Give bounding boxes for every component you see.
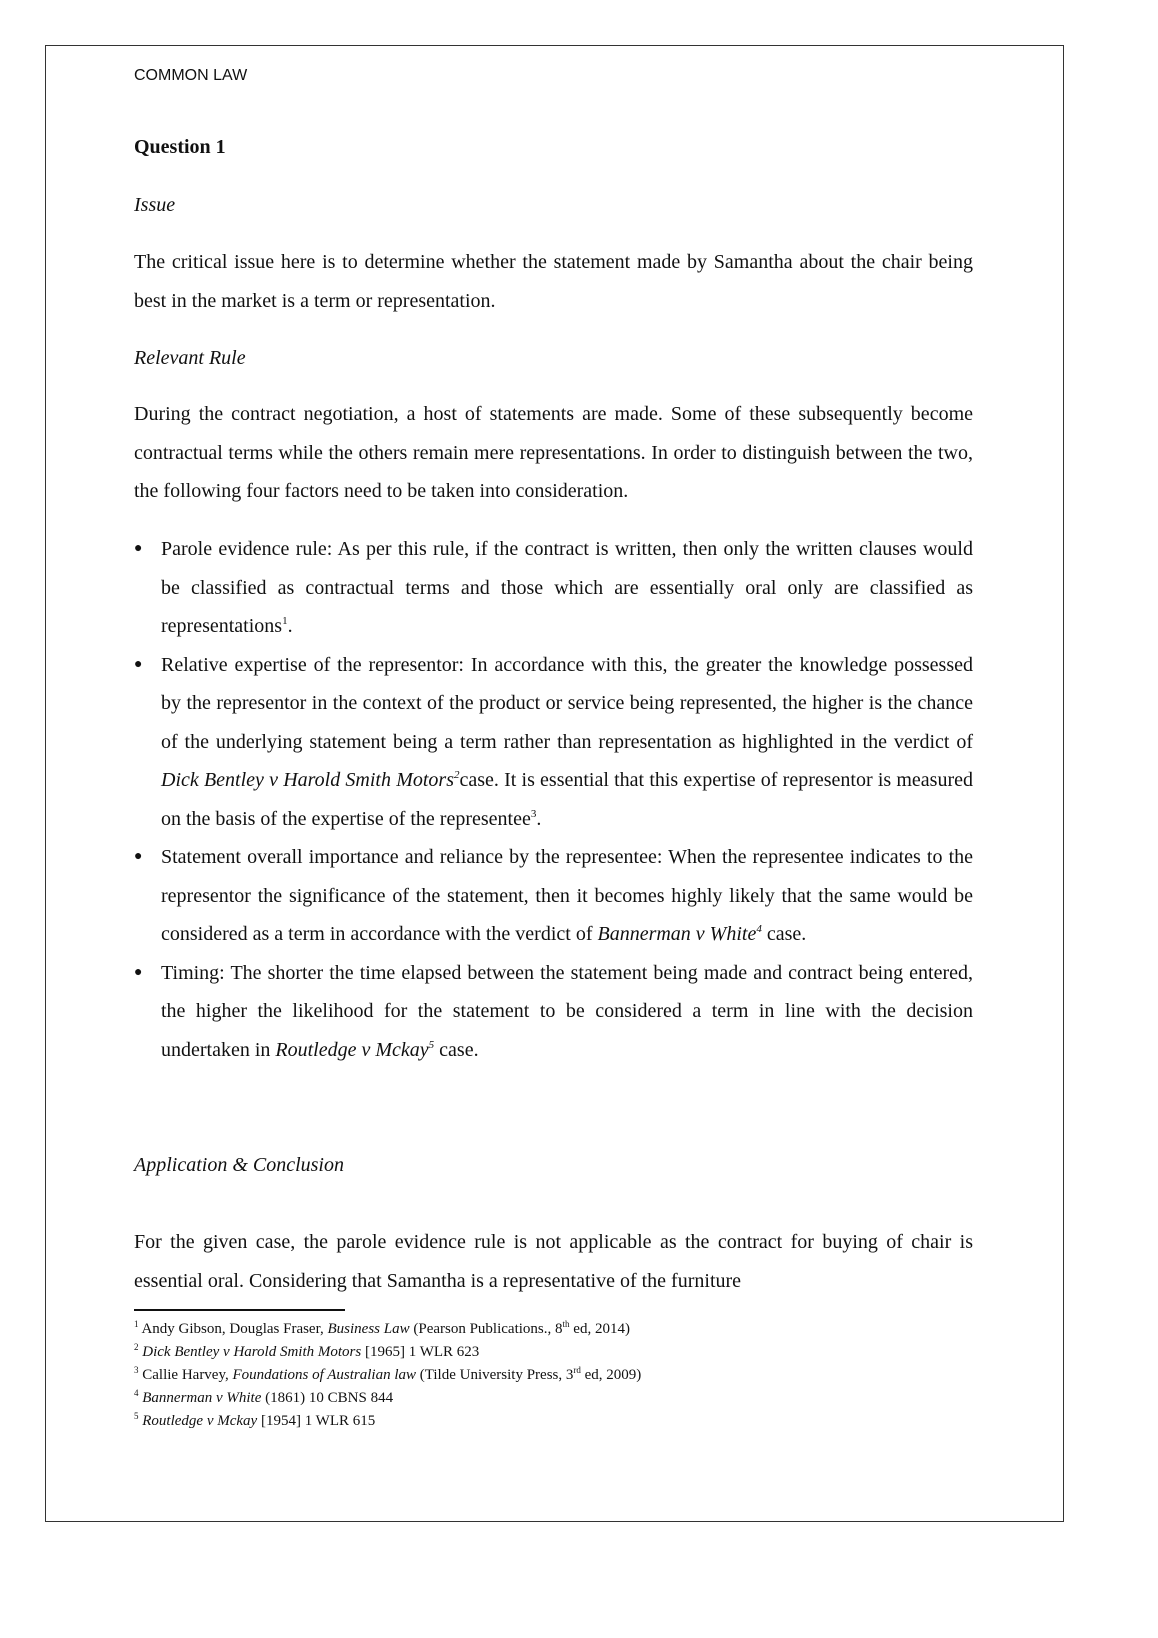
list-item — [134, 646, 973, 839]
item-text: Parole evidence rule: As per this rule, if the contract is written, then only the written clauses would be classified as contractual terms and those which are essentially oral only are classified as representations — [161, 538, 973, 637]
footnote: $^1$ Andy Gibson, Douglas Fraser, Business Law (Pearson Publications., 8th ed, 2014) — [134, 1319, 630, 1337]
rule-paragraph: During the contract negotiation, a host of statements are made. Some of these subsequently become contractual terms while the others remain mere representations. In order to distinguish between the two, the following four factors need to be taken into consideration. — [134, 403, 973, 502]
rule-heading: Relevant Rule — [134, 347, 246, 369]
issue-paragraph: The critical issue here is to determine whether the statement made by Samantha about the chair being best in the market is a term or representation. — [134, 251, 973, 312]
footnote-separator — [134, 1309, 345, 1311]
list-item — [134, 838, 973, 954]
bullet-icon: ● — [134, 849, 143, 864]
factor-list — [134, 530, 973, 1069]
application-paragraph: For the given case, the parole evidence rule is not applicable as the contract for buying of chair is essential oral. Considering that Samantha is a representative of the furniture — [134, 1231, 973, 1292]
question-title: Question 1 — [134, 136, 226, 158]
bullet-icon: ● — [134, 964, 143, 980]
footnote-ref: 2 — [453, 769, 460, 781]
case-name: Dick Bentley v Harold Smith Motors — [161, 769, 454, 791]
footnote-ref: 1 — [282, 615, 288, 627]
list-item — [134, 954, 973, 1070]
list-item — [134, 530, 973, 646]
application-heading: Application & Conclusion — [134, 1154, 344, 1176]
footnote-ref: 5 — [428, 1038, 435, 1051]
bullet-icon: ● — [134, 541, 143, 556]
item-text: case. — [761, 923, 807, 945]
footnotes — [134, 1318, 641, 1433]
footnote-ref: 4 — [756, 923, 762, 935]
item-text: case. It is essential that this expertise of representor is measured on the basis of the expertise of the representee — [161, 769, 973, 830]
issue-heading: Issue — [134, 194, 176, 216]
item-text: Statement overall importance and reliance by the representee: When the representee indicates to the representor the significance of the statement, then it becomes highly likely that the same would be considered as a term in accordance with the verdict of — [161, 846, 973, 945]
footnote-ref: 3 — [530, 807, 537, 820]
item-text: case. — [434, 1038, 479, 1061]
item-text: Relative expertise of the representor: In accordance with this, the greater the knowledge possessed by the representor in the context of the product or service being represented, the higher is the chance of the underlying statement being a term rather than representation as highlighted in the verdict of — [161, 653, 973, 753]
case-name: Routledge v Mckay — [275, 1038, 429, 1061]
bullet-icon: ● — [134, 656, 143, 672]
item-text: . — [287, 615, 293, 637]
item-text: Timing: The shorter the time elapsed between the statement being made and contract being entered, the higher the likelihood for the statement to be considered a term in line with the decision undertaken in — [161, 961, 973, 1061]
item-text: . — [536, 807, 542, 830]
footnote: $^5$ Routledge v Mckay [1954] 1 WLR 615 — [134, 1411, 376, 1429]
case-name: Bannerman v White — [597, 923, 757, 945]
footnote: $^2$ Dick Bentley v Harold Smith Motors [1965] 1 WLR 623 — [134, 1342, 480, 1360]
footnote: $^3$ Callie Harvey, Foundations of Australian law (Tilde University Press, 3rd ed, 2009) — [134, 1365, 642, 1383]
footnote: $^4$ Bannerman v White (1861) 10 CBNS 844 — [134, 1388, 394, 1406]
page-header: COMMON LAW — [134, 67, 248, 84]
